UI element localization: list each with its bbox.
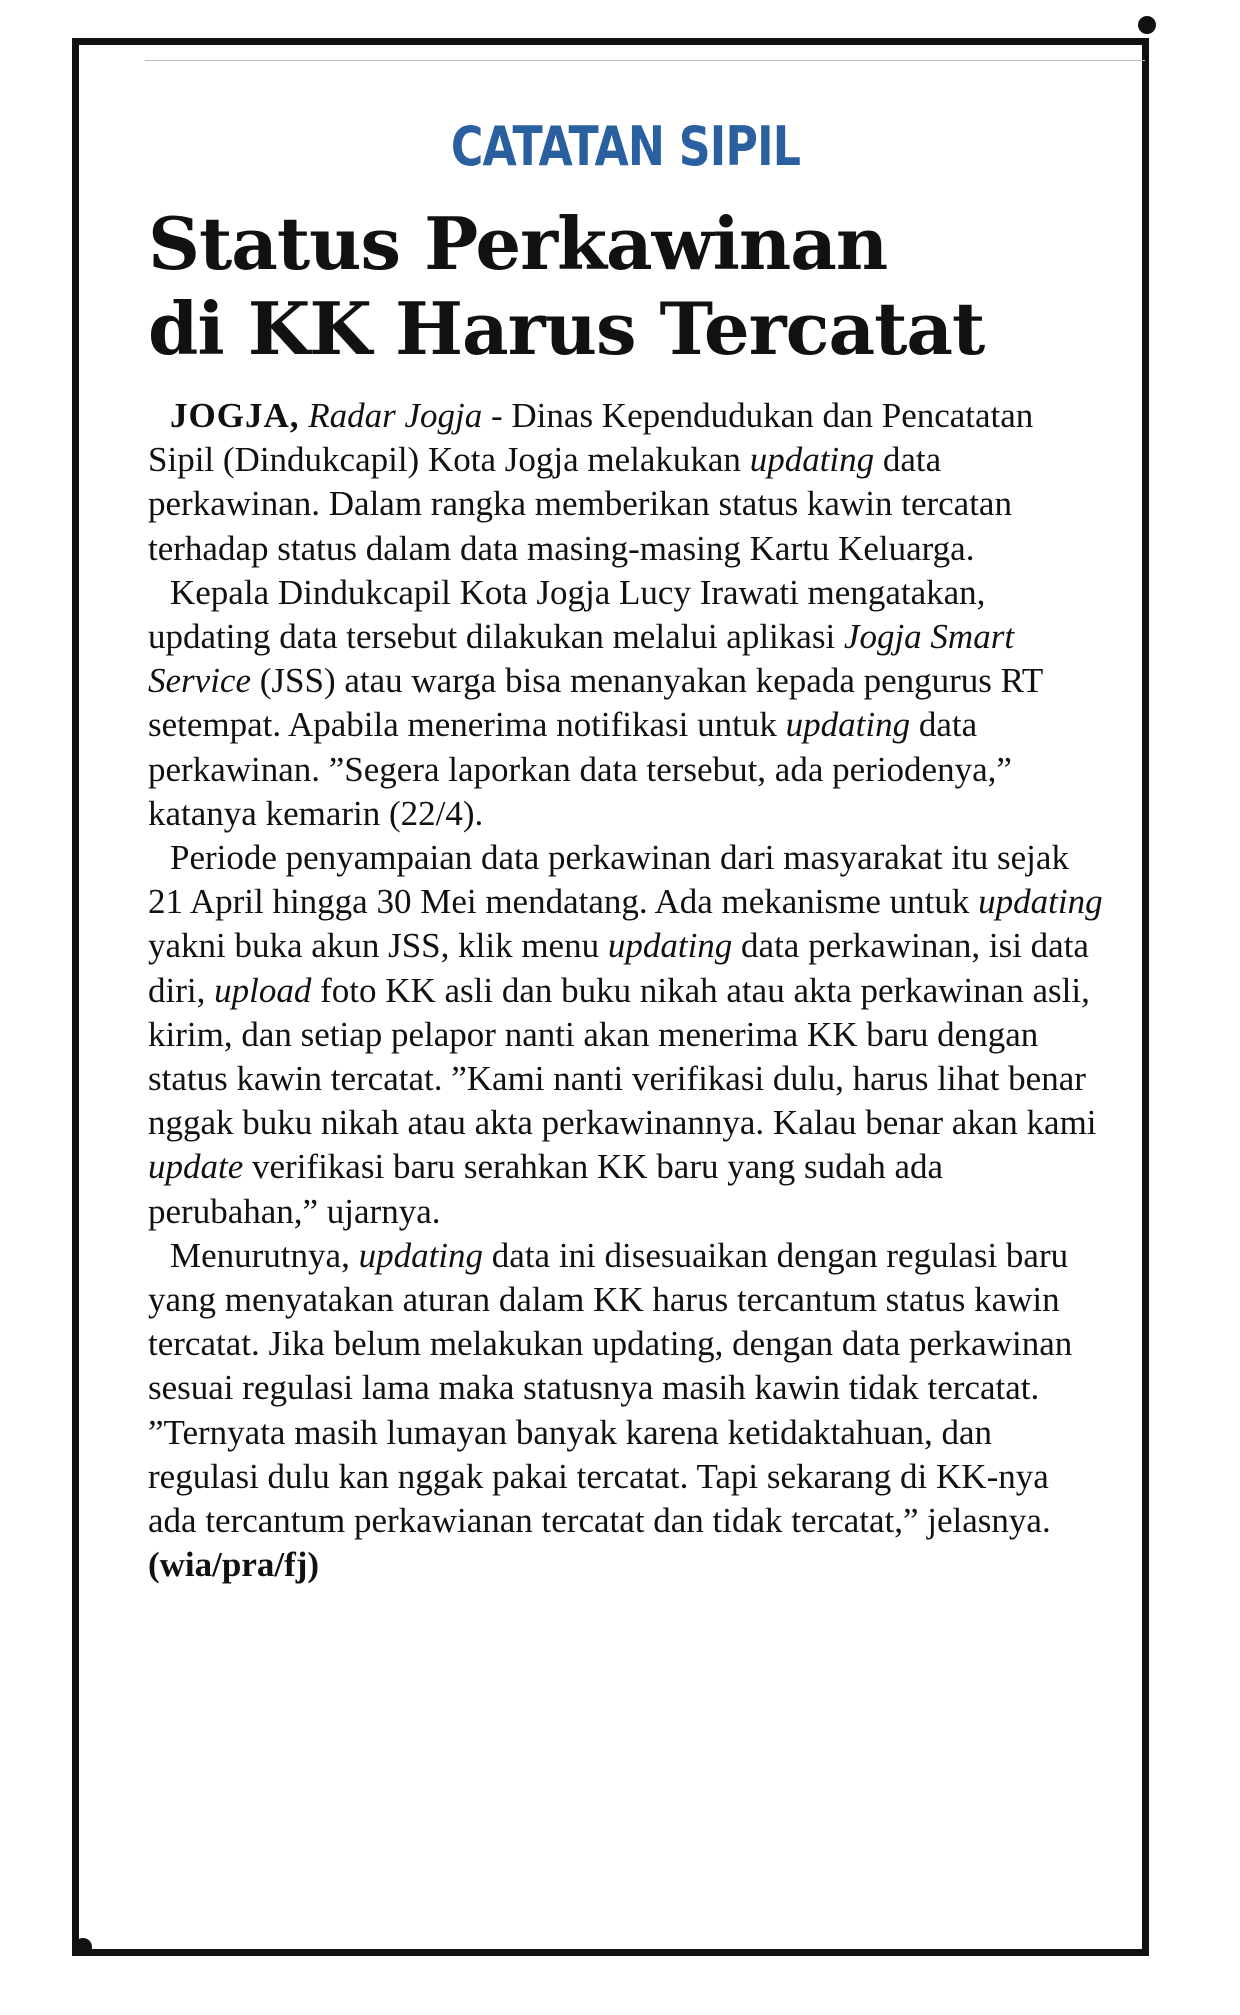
- dateline-source: Radar Jogja: [308, 395, 483, 435]
- p4-emphasis-1: updating: [358, 1235, 484, 1275]
- p4-text-b: data ini disesuaikan dengan regulasi baru yang menyatakan aturan dalam KK harus tercantum status kawin tercatat. Jika belum melakukan updating, dengan data perkawinan sesuai regulasi lama maka statusnya masih kawin tidak tercatat. ”Ternyata masih lumayan banyak karena ketidaktahuan, dan regulasi dulu kan nggak pakai tercatat. Tapi sekarang di KK-nya ada tercantum perkawianan tercatat dan tidak tercatat,” jelasnya.: [148, 1235, 1073, 1540]
- article: [148, 110, 1103, 1587]
- p2-text-a: Kepala Dindukcapil Kota Jogja Lucy Irawati mengatakan, updating data tersebut dilakukan melalui aplikasi: [148, 572, 986, 656]
- headline: [148, 202, 1103, 372]
- p3-emphasis-3: upload: [214, 970, 312, 1010]
- article-body: [148, 394, 1103, 1587]
- section-rubric: CATATAN SIPIL: [450, 115, 801, 178]
- p4-text-a: Menurutnya,: [170, 1235, 359, 1275]
- top-rule-divider: [145, 60, 1145, 61]
- p1-text-b: data perkawinan. Dalam rangka memberikan status kawin tercatan terhadap status dalam data masing-masing Kartu Keluarga.: [148, 440, 1012, 568]
- frame-corner-bottom-left: [74, 1938, 92, 1956]
- dateline: JOGJA,: [170, 395, 300, 435]
- p2-text-c: data perkawinan. ”Segera laporkan data tersebut, ada periodenya,” katanya kemarin (22/4).: [148, 705, 1012, 833]
- author-credit: (wia/pra/fj): [148, 1545, 320, 1585]
- headline-line-2: di KK Harus Tercatat: [148, 285, 985, 371]
- paragraph-2: [148, 571, 1103, 836]
- p3-text-c: data perkawinan, isi data diri,: [148, 926, 1089, 1010]
- p2-emphasis-1: Jogja Smart Service: [148, 616, 1015, 701]
- frame-corner-top-right: [1138, 16, 1156, 34]
- p3-text-a: Periode penyampaian data perkawinan dari masyarakat itu sejak 21 April hingga 30 Mei mendatang. Ada mekanisme untuk: [148, 837, 1069, 922]
- p3-emphasis-4: update: [148, 1147, 244, 1187]
- p3-text-b: yakni buka akun JSS, klik menu: [148, 926, 608, 966]
- p1-emphasis-1: updating: [749, 440, 875, 480]
- p3-emphasis-1: updating: [978, 882, 1103, 922]
- p3-text-e: verifikasi baru serahkan KK baru yang sudah ada perubahan,” ujarnya.: [148, 1147, 944, 1231]
- paragraph-1: [148, 394, 1103, 571]
- p3-text-d: foto KK asli dan buku nikah atau akta perkawinan asli, kirim, dan setiap pelapor nanti akan menerima KK baru dengan status kawin tercatat. ”Kami nanti verifikasi dulu, harus lihat benar nggak buku nikah atau akta perkawinannya. Kalau benar akan kami: [148, 970, 1097, 1143]
- p2-emphasis-2: updating: [785, 705, 911, 745]
- headline-line-1: Status Perkawinan: [148, 201, 888, 286]
- p1-text-a: - Dinas Kependudukan dan Pencatatan Sipil (Dindukcapil) Kota Jogja melakukan: [148, 395, 1034, 480]
- p3-emphasis-2: updating: [607, 926, 733, 966]
- paragraph-3: [148, 836, 1103, 1234]
- p2-text-b: (JSS) atau warga bisa menanyakan kepada pengurus RT setempat. Apabila menerima notifikasi untuk: [148, 661, 1043, 745]
- paragraph-4: [148, 1234, 1103, 1588]
